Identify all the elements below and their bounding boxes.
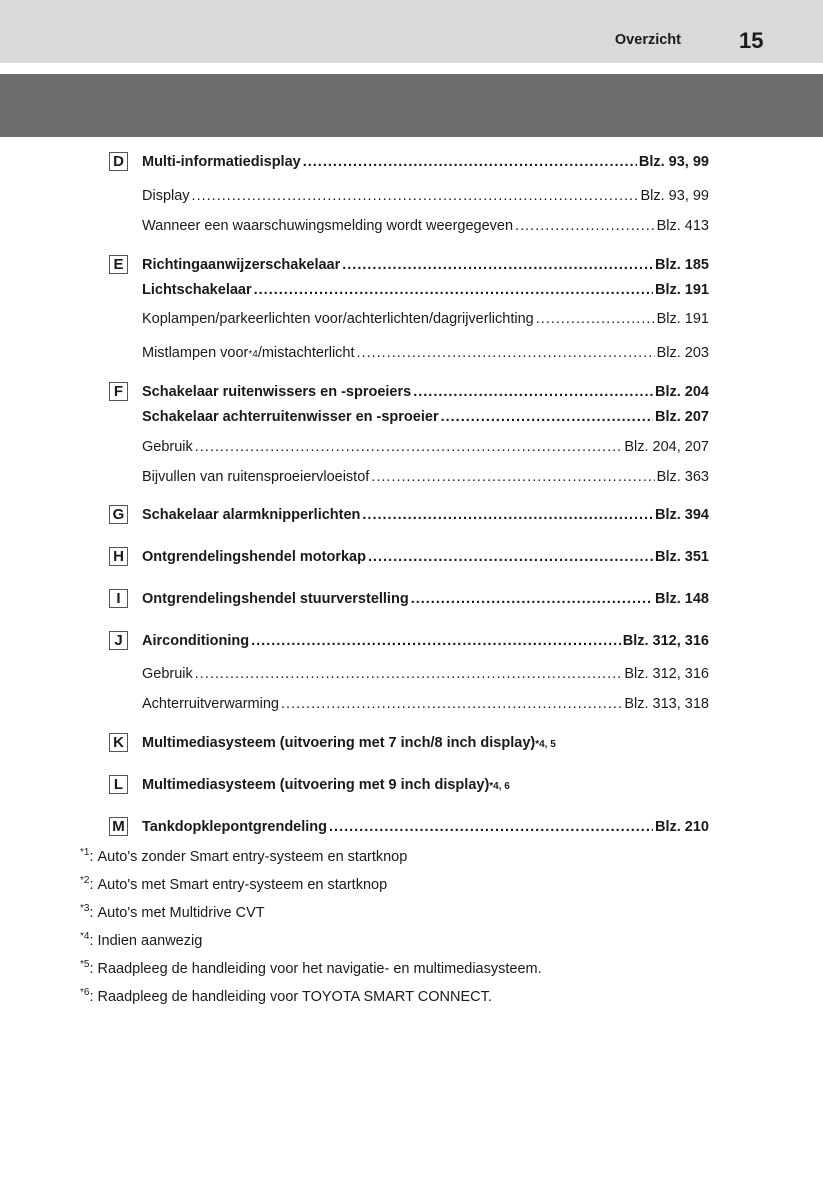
index-entry-main: Multimediasysteem (uitvoering met 9 inch display) *4, 6	[142, 777, 510, 793]
footnote-text: Auto's met Multidrive CVT	[97, 905, 265, 921]
footnote-text: Raadpleeg de handleiding voor TOYOTA SMART CONNECT.	[97, 989, 492, 1005]
entry-title: Ontgrendelingshendel motorkap	[142, 549, 366, 565]
callout-letter-f: F	[109, 382, 128, 401]
page-reference: Blz. 210	[655, 819, 709, 835]
page-reference: Blz. 191	[656, 311, 709, 327]
page-reference: Blz. 313, 318	[624, 696, 709, 712]
entry-title-end: /mistachterlicht	[257, 345, 355, 361]
footnote-text: Auto's met Smart entry-systeem en startknop	[97, 877, 388, 893]
footnote-mark: *1	[80, 847, 90, 858]
entry-title: Ontgrendelingshendel stuurverstelling	[142, 591, 409, 607]
index-entry-main	[142, 409, 709, 425]
index-entry-main	[142, 507, 709, 523]
footnote: $^{*4}$: Indien aanwezig	[80, 931, 203, 949]
callout-letter-m: M	[109, 817, 128, 836]
page-reference: Blz. 203	[656, 345, 709, 361]
index-entry-main	[142, 591, 709, 607]
entry-title: Multimediasysteem (uitvoering met 7 inch/8 inch display)	[142, 735, 536, 751]
entry-title: Display	[142, 188, 190, 204]
entry-title: Multi-informatiedisplay	[142, 154, 301, 170]
index-entry-sub: Mistlampen voor *4 /mistachterlicht ..... Blz. 203	[142, 345, 709, 361]
page-number: 15	[739, 28, 764, 53]
index-entry-sub	[142, 666, 709, 682]
index-entry-sub	[142, 696, 709, 712]
footnote-text: Auto's zonder Smart entry-systeem en startknop	[97, 849, 408, 865]
entry-title: Gebruik	[142, 439, 193, 455]
callout-letter-j: J	[109, 631, 128, 650]
index-entry-sub	[142, 218, 709, 234]
index-entry-sub	[142, 311, 709, 327]
illustration-band	[0, 74, 823, 137]
callout-letter-g: G	[109, 505, 128, 524]
index-entry-main	[142, 549, 709, 565]
entry-title: Achterruitverwarming	[142, 696, 279, 712]
entry-title: Schakelaar achterruitenwisser en -sproeier	[142, 409, 439, 425]
header-band	[0, 0, 823, 63]
index-entry-main	[142, 282, 709, 298]
callout-letter-h: H	[109, 547, 128, 566]
page-reference: Blz. 312, 316	[622, 633, 709, 649]
index-entry-main	[142, 154, 709, 170]
callout-letter-d: D	[109, 152, 128, 171]
index-entry-sub	[142, 439, 709, 455]
entry-title: Tankdopklepontgrendeling	[142, 819, 328, 835]
section-title: Overzicht	[614, 32, 681, 48]
entry-title: Gebruik	[142, 666, 193, 682]
callout-letter-i: I	[109, 589, 128, 608]
page-reference: Blz. 312, 316	[624, 666, 709, 682]
footnote: $^{*6}$: Raadpleeg de handleiding voor TOYOTA SMART CONNECT.	[80, 987, 492, 1005]
entry-title: Richtingaanwijzerschakelaar	[142, 257, 341, 273]
entry-title: Lichtschakelaar	[142, 282, 252, 298]
entry-title: Bijvullen van ruitensproeiervloeistof	[142, 469, 370, 485]
entry-title: Airconditioning	[142, 633, 250, 649]
footnote-mark: *6	[80, 987, 90, 998]
footnote-mark: *5	[80, 959, 90, 970]
page-reference: Blz. 363	[656, 469, 709, 485]
page-reference: Blz. 204	[655, 384, 709, 400]
index-entry-main	[142, 384, 709, 400]
index-entry-main	[142, 257, 709, 273]
callout-letter-l: L	[109, 775, 128, 794]
footnote: $^{*3}$: Auto's met Multidrive CVT	[80, 903, 265, 921]
page-reference: Blz. 148	[655, 591, 709, 607]
entry-title: Multimediasysteem (uitvoering met 9 inch display)	[142, 777, 490, 793]
page-reference: Blz. 413	[656, 218, 709, 234]
page-reference: Blz. 207	[655, 409, 709, 425]
footnote: $^{*2}$: Auto's met Smart entry-systeem en startknop	[80, 875, 388, 893]
entry-title: Koplampen/parkeerlichten voor/achterlichten/dagrijverlichting	[142, 311, 534, 327]
entry-title: Schakelaar ruitenwissers en -sproeiers	[142, 384, 412, 400]
page-reference: Blz. 185	[655, 257, 709, 273]
callout-letter-e: E	[109, 255, 128, 274]
page-reference: Blz. 93, 99	[638, 154, 709, 170]
entry-title-start: Mistlampen voor	[142, 345, 249, 361]
footnote-text: Raadpleeg de handleiding voor het navigatie- en multimediasysteem.	[97, 961, 542, 977]
entry-title: Schakelaar alarmknipperlichten	[142, 507, 361, 523]
index-entry-sub	[142, 188, 709, 204]
footnote-mark: *2	[80, 875, 90, 886]
footnote-mark: *4	[80, 931, 90, 942]
page-reference: Blz. 351	[655, 549, 709, 565]
index-entry-main	[142, 633, 709, 649]
footnote-mark: *3	[80, 903, 90, 914]
page-reference: Blz. 204, 207	[624, 439, 709, 455]
index-entry-main: Multimediasysteem (uitvoering met 7 inch/8 inch display) *4, 5	[142, 735, 556, 751]
callout-letter-k: K	[109, 733, 128, 752]
page-reference: Blz. 93, 99	[640, 188, 709, 204]
entry-title: Wanneer een waarschuwingsmelding wordt weergegeven	[142, 218, 514, 234]
page-reference: Blz. 191	[655, 282, 709, 298]
footnote: $^{*1}$: Auto's zonder Smart entry-systeem en startknop	[80, 847, 408, 865]
page-reference: Blz. 394	[655, 507, 709, 523]
index-entry-main	[142, 819, 709, 835]
index-entry-sub	[142, 469, 709, 485]
footnote: $^{*5}$: Raadpleeg de handleiding voor het navigatie- en multimediasysteem.	[80, 959, 542, 977]
footnote-text: Indien aanwezig	[97, 933, 203, 949]
